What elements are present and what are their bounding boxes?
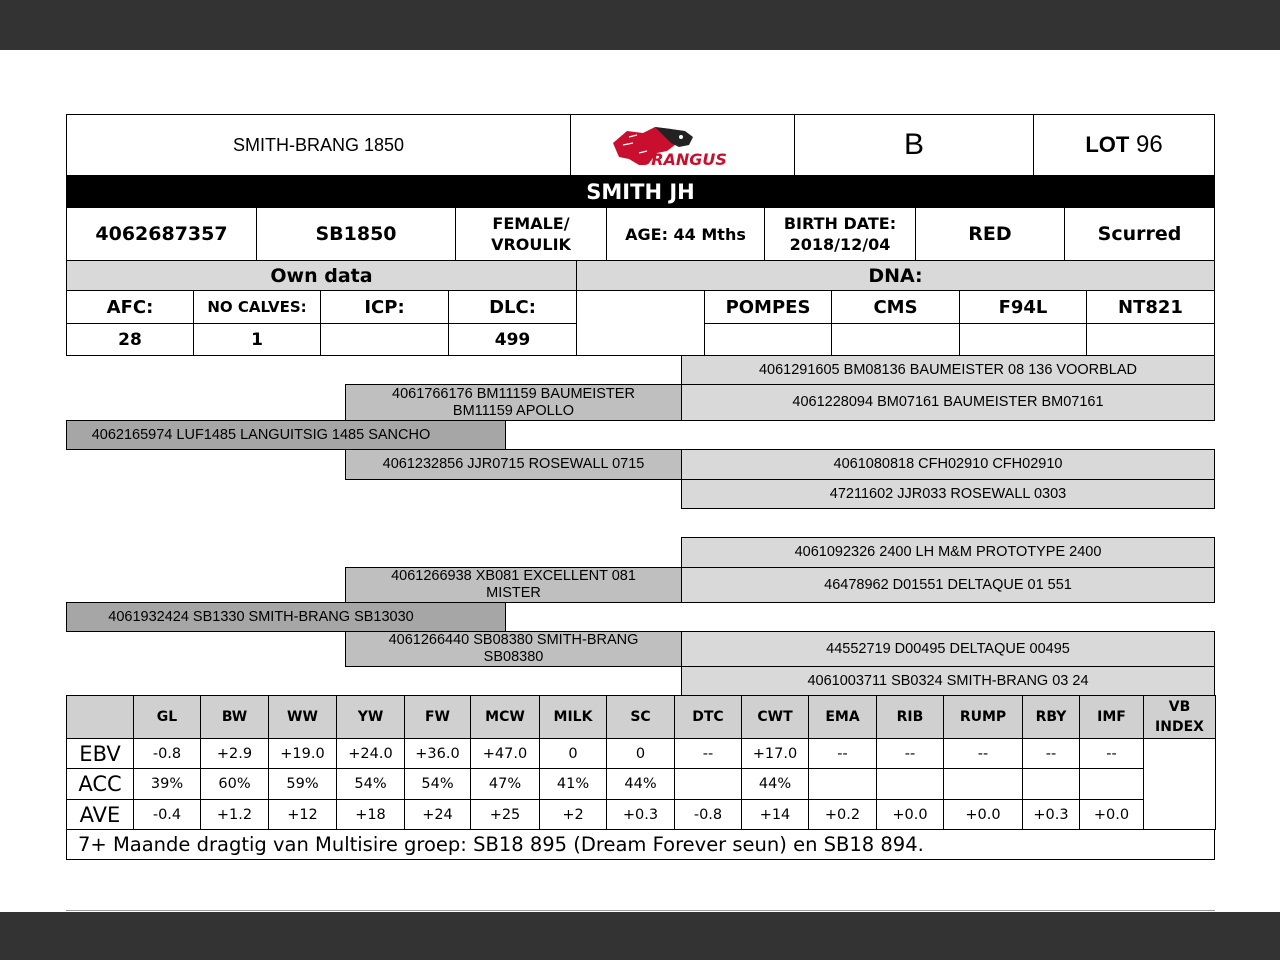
cell-acc-gl: 39% <box>133 768 201 800</box>
cell-ave-rib: +0.0 <box>876 799 944 830</box>
sire-sire-line1: 4061766176 BM11159 BAUMEISTER <box>392 385 635 402</box>
cell-ebv-milk: 0 <box>539 738 607 769</box>
ebv-header-gl: GL <box>133 695 201 739</box>
ebv-header-cwt: CWT <box>741 695 809 739</box>
nt821-value <box>1086 323 1215 356</box>
ebv-header-rby: RBY <box>1022 695 1080 739</box>
cell-ave-rump: +0.0 <box>943 799 1023 830</box>
cell-ave-dtc: -0.8 <box>674 799 742 830</box>
pedigree-dam-sire <box>345 567 682 603</box>
cell-ave-yw: +18 <box>336 799 405 830</box>
top-border-bar <box>0 0 1280 50</box>
cell-ebv-yw: +24.0 <box>336 738 405 769</box>
sex-line1: FEMALE/ <box>492 214 570 233</box>
pedigree-sire-dam-sire: 4061080818 CFH02910 CFH02910 <box>681 449 1215 480</box>
cell-acc-bw: 60% <box>200 768 269 800</box>
cell-ave-ema: +0.2 <box>808 799 877 830</box>
dam-dam-line1: 4061266440 SB08380 SMITH-BRANG <box>388 632 639 648</box>
icp-header: ICP: <box>320 290 449 324</box>
brangus-logo <box>570 114 795 176</box>
afc-value: 28 <box>66 323 194 356</box>
f94l-header: F94L <box>959 290 1087 324</box>
cell-ebv-rby: -- <box>1022 738 1080 769</box>
ebv-header-imf: IMF <box>1079 695 1144 739</box>
registration-number: 4062687357 <box>66 207 257 261</box>
cms-header: CMS <box>831 290 960 324</box>
dam-sire-line2: MISTER <box>486 585 541 601</box>
ebv-header-ww: WW <box>268 695 337 739</box>
dlc-header: DLC: <box>448 290 577 324</box>
cell-ebv-bw: +2.9 <box>200 738 269 769</box>
f94l-value <box>959 323 1087 356</box>
cell-ave-sc: +0.3 <box>606 799 675 830</box>
ebv-header-sc: SC <box>606 695 675 739</box>
cell-acc-cwt: 44% <box>741 768 809 800</box>
owner-name: SMITH JH <box>66 175 1215 208</box>
cell-ave-bw: +1.2 <box>200 799 269 830</box>
dam-sire-line1: 4061266938 XB081 EXCELLENT 081 <box>391 568 636 584</box>
cell-ebv-rib: -- <box>876 738 944 769</box>
cell-ave-imf: +0.0 <box>1079 799 1144 830</box>
dna-title: DNA: <box>576 260 1215 291</box>
own-data-title: Own data <box>66 260 577 291</box>
horn-status: Scurred <box>1064 207 1215 261</box>
birth-date-value: 2018/12/04 <box>789 235 891 254</box>
cell-acc-rump <box>943 768 1023 800</box>
icp-value <box>320 323 449 356</box>
ebv-header-dtc: DTC <box>674 695 742 739</box>
no-calves-header: NO CALVES: <box>193 290 321 324</box>
sex-line2: VROULIK <box>491 235 571 254</box>
cell-ebv-rump: -- <box>943 738 1023 769</box>
cell-ebv-fw: +36.0 <box>404 738 471 769</box>
no-calves-value: 1 <box>193 323 321 356</box>
cell-acc-imf <box>1079 768 1144 800</box>
dlc-value: 499 <box>448 323 577 356</box>
animal-ident: SB1850 <box>256 207 456 261</box>
row-label-ebv: EBV <box>66 738 134 769</box>
colour: RED <box>915 207 1065 261</box>
lot-box <box>1033 114 1215 176</box>
afc-header: AFC: <box>66 290 194 324</box>
cell-acc-rib <box>876 768 944 800</box>
cell-acc-rby <box>1022 768 1080 800</box>
pedigree-sire-dam-dam: 47211602 JJR033 ROSEWALL 0303 <box>681 479 1215 509</box>
pedigree-dam-dam-dam: 4061003711 SB0324 SMITH-BRANG 03 24 <box>681 666 1215 696</box>
pompes-header: POMPES <box>704 290 832 324</box>
cell-acc-yw: 54% <box>336 768 405 800</box>
ebv-header-bw: BW <box>200 695 269 739</box>
vb-index-header <box>1143 695 1216 739</box>
vb-index-line1: VB <box>1168 699 1191 715</box>
cell-acc-mcw: 47% <box>470 768 540 800</box>
bottom-rule <box>66 910 1215 911</box>
cms-value <box>831 323 960 356</box>
pedigree-dam: 4061932424 SB1330 SMITH-BRANG SB13030 <box>66 602 506 632</box>
cell-ave-gl: -0.4 <box>133 799 201 830</box>
ebv-header-ema: EMA <box>808 695 877 739</box>
cell-ave-fw: +24 <box>404 799 471 830</box>
cell-acc-sc: 44% <box>606 768 675 800</box>
pedigree-dam-sire-dam: 46478962 D01551 DELTAQUE 01 551 <box>681 567 1215 603</box>
cell-ebv-dtc: -- <box>674 738 742 769</box>
breeding-note: 7+ Maande dragtig van Multisire groep: SB18 895 (Dream Forever seun) en SB18 894. <box>66 829 1215 860</box>
cell-ebv-mcw: +47.0 <box>470 738 540 769</box>
ebv-header-rump: RUMP <box>943 695 1023 739</box>
vb-index-line2: INDEX <box>1155 719 1204 735</box>
birth-date <box>764 207 916 261</box>
cell-ebv-gl: -0.8 <box>133 738 201 769</box>
nt821-header: NT821 <box>1086 290 1215 324</box>
vb-index-value <box>1143 738 1216 830</box>
cell-ebv-cwt: +17.0 <box>741 738 809 769</box>
pedigree-sire-sire-sire: 4061291605 BM08136 BAUMEISTER 08 136 VOORBLAD <box>681 355 1215 385</box>
cell-ave-ww: +12 <box>268 799 337 830</box>
cell-ave-cwt: +14 <box>741 799 809 830</box>
cell-ave-mcw: +25 <box>470 799 540 830</box>
cell-ebv-ww: +19.0 <box>268 738 337 769</box>
pedigree-sire-sire <box>345 384 682 421</box>
ebv-header-yw: YW <box>336 695 405 739</box>
cell-acc-milk: 41% <box>539 768 607 800</box>
lot-number: 96 <box>1135 131 1163 158</box>
grade-letter: B <box>794 114 1034 176</box>
bottom-border-bar <box>0 912 1280 960</box>
cell-acc-dtc <box>674 768 742 800</box>
pedigree-sire-sire-dam: 4061228094 BM07161 BAUMEISTER BM07161 <box>681 384 1215 421</box>
animal-name: SMITH-BRANG 1850 <box>66 114 571 176</box>
age: AGE: 44 Mths <box>606 207 765 261</box>
ebv-header-mcw: MCW <box>470 695 540 739</box>
birth-date-label: BIRTH DATE: <box>783 214 897 233</box>
ebv-header-rib: RIB <box>876 695 944 739</box>
pedigree-dam-sire-sire: 4061092326 2400 LH M&M PROTOTYPE 2400 <box>681 537 1215 568</box>
pompes-value <box>704 323 832 356</box>
dam-dam-line2: SB08380 <box>483 649 544 665</box>
pedigree-dam-dam-sire: 44552719 D00495 DELTAQUE 00495 <box>681 631 1215 667</box>
sire-sire-line2: BM11159 APOLLO <box>452 402 575 419</box>
row-label-acc: ACC <box>66 768 134 800</box>
ebv-header-blank <box>66 695 134 739</box>
cell-acc-ema <box>808 768 877 800</box>
cell-ave-rby: +0.3 <box>1022 799 1080 830</box>
cell-acc-ww: 59% <box>268 768 337 800</box>
ebv-header-fw: FW <box>404 695 471 739</box>
cell-acc-fw: 54% <box>404 768 471 800</box>
row-label-ave: AVE <box>66 799 134 830</box>
pedigree-sire: 4062165974 LUF1485 LANGUITSIG 1485 SANCHO <box>66 420 506 450</box>
dna-blank <box>576 290 705 356</box>
lot-label: LOT <box>1085 132 1130 157</box>
cell-ebv-imf: -- <box>1079 738 1144 769</box>
ebv-header-milk: MILK <box>539 695 607 739</box>
cell-ebv-ema: -- <box>808 738 877 769</box>
logo-wordmark: BRANGUS <box>639 150 727 169</box>
sex <box>455 207 607 261</box>
cell-ave-milk: +2 <box>539 799 607 830</box>
cell-ebv-sc: 0 <box>606 738 675 769</box>
pedigree-sire-dam: 4061232856 JJR0715 ROSEWALL 0715 <box>345 449 682 480</box>
pedigree-dam-dam <box>345 631 682 667</box>
